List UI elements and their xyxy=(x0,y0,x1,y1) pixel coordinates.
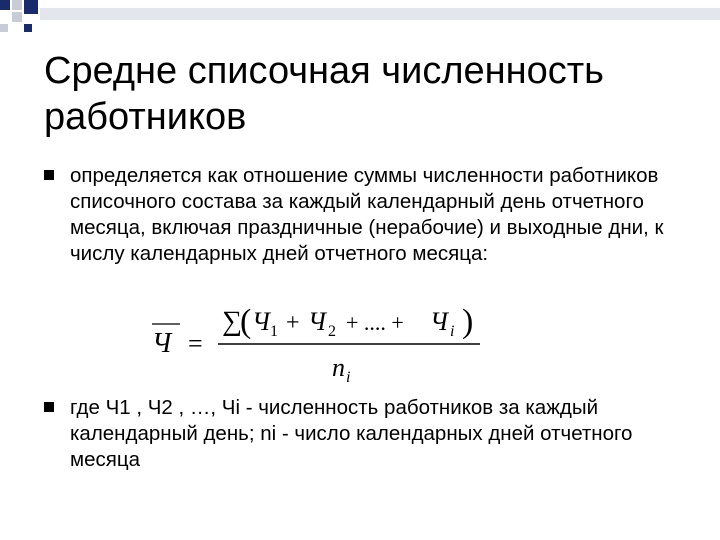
formula-ellipsis: + .... + xyxy=(346,310,404,335)
formula-denominator: n xyxy=(332,353,345,382)
header-decoration xyxy=(0,0,720,40)
slide-title: Средне списочная численность работников xyxy=(44,50,604,138)
formula-paren-close: ) xyxy=(462,303,474,340)
formula-sub-2: 2 xyxy=(328,323,336,340)
formula-lhs: Ч xyxy=(152,328,172,359)
formula-term-ch2: Ч xyxy=(308,307,326,336)
formula-sub-i: i xyxy=(450,323,455,340)
formula-equals: = xyxy=(188,329,203,358)
formula-paren-open: ( xyxy=(240,303,252,340)
formula xyxy=(140,300,500,390)
bullet-text: определяется как отношение суммы численности работников списочного состава за каждый календарный день отчетного месяца, включая праздничные (нерабочие) и выходные дни, к числу календарных дней отчетного месяца: xyxy=(70,164,664,265)
formula-denominator-sub: i xyxy=(346,369,351,386)
bullet-text: где Ч1 , Ч2 , …, Чi - численность работников за каждый календарный день; ni - число календарных дней отчетного месяца xyxy=(70,396,633,471)
formula-term-ch1: Ч xyxy=(252,307,270,336)
bullet-marker xyxy=(44,170,54,180)
formula-sub-1: 1 xyxy=(270,323,278,340)
formula-term-chi: Ч xyxy=(430,307,448,336)
bullet-item-legend xyxy=(44,395,664,473)
bullet-marker xyxy=(44,402,54,412)
bullet-item-definition xyxy=(44,163,664,267)
formula-plus: + xyxy=(286,310,300,336)
formula-sum: ∑ xyxy=(222,306,242,337)
